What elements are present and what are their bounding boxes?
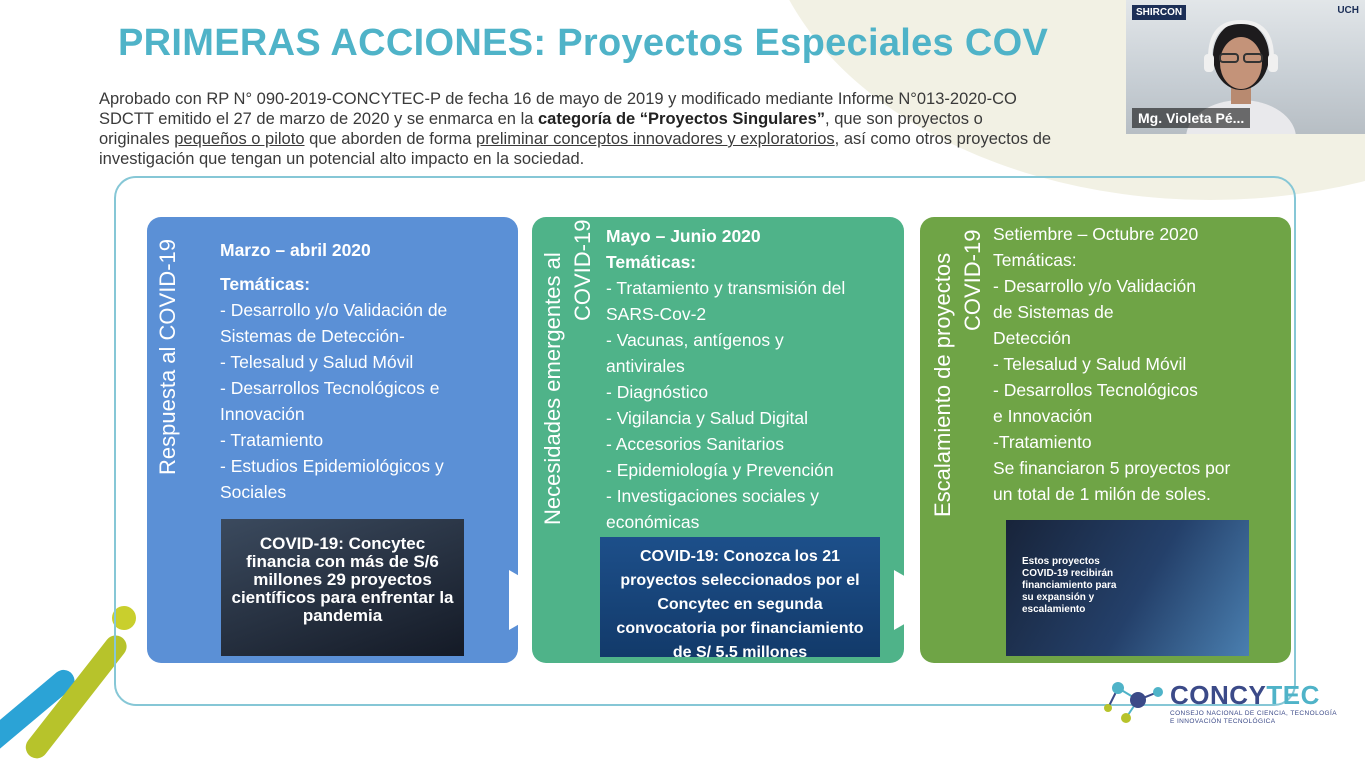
logo-text (1170, 680, 1320, 711)
card1-line: - Estudios Epidemiológicos y (220, 456, 444, 476)
card3-date: Setiembre – Octubre 2020 (993, 224, 1199, 244)
card2-tematicas-label: Temáticas: (606, 252, 697, 272)
intro-text-4: originales (99, 130, 175, 148)
card1-date: Marzo – abril 2020 (220, 240, 371, 260)
card3-line: un total de 1 milón de soles. (993, 484, 1211, 504)
card3-line: de Sistemas de (993, 302, 1114, 322)
card1-body (220, 237, 510, 505)
intro-text-1: Aprobado con RP N° 090-2019-CONCYTEC-P de fecha 16 de mayo de 2019 y modificado mediante Informe N°013-2020-CO (99, 90, 1017, 108)
card2-line: - Tratamiento y transmisión del (606, 278, 846, 298)
card3-vertical-title-2: COVID-19 (960, 229, 985, 331)
intro-text-2: SDCTT emitido el 27 de marzo de 2020 y se enmarca en la (99, 110, 538, 128)
card2-line: antivirales (606, 356, 685, 376)
concytec-logo (1098, 670, 1338, 730)
card3-line: - Desarrollo y/o Validación (993, 276, 1196, 296)
logo-text-b: TEC (1266, 680, 1320, 710)
card2-line: - Epidemiología y Prevención (606, 460, 834, 480)
molecule-icon (1098, 670, 1168, 730)
intro-text-7: investigación que tengan un potencial alto impacto en la sociedad. (99, 150, 585, 168)
video-badge-left: SHIRCON (1132, 5, 1186, 20)
card1-line: - Telesalud y Salud Móvil (220, 352, 414, 372)
card1-line: Sociales (220, 482, 287, 502)
card3-line: -Tratamiento (993, 432, 1092, 452)
intro-text-3: , que son proyectos o (825, 110, 983, 128)
card1-line: - Desarrollo y/o Validación de (220, 300, 448, 320)
card-necesidades (532, 217, 904, 663)
card3-line: Se financiaron 5 proyectos por (993, 458, 1231, 478)
intro-text-6: , así como otros proyectos de (834, 130, 1052, 148)
card2-thumb-text: COVID-19: Conozca los 21 proyectos seleccionados por el Concytec en segunda convocatoria por financiamiento de S/ 5.5 millones (616, 548, 864, 661)
card1-line: - Tratamiento (220, 430, 324, 450)
card2-line: SARS-Cov-2 (606, 304, 707, 324)
card-escalamiento (920, 217, 1291, 663)
card1-thumb-text: COVID-19: Concytec financia con más de S/6 millones 29 proyectos científicos para enfrentar la pandemia (231, 534, 454, 625)
participant-name: Mg. Violeta Pé... (1132, 108, 1250, 128)
card3-vertical-title-1: Escalamiento de proyectos (930, 252, 955, 517)
card3-line: e Innovación (993, 406, 1093, 426)
slide-title: PRIMERAS ACCIONES: Proyectos Especiales COV (118, 22, 1049, 64)
card1-tematicas-label: Temáticas: (220, 274, 311, 294)
card3-line: - Telesalud y Salud Móvil (993, 354, 1187, 374)
intro-underline-1: pequeños o piloto (174, 130, 305, 148)
card2-body (606, 223, 898, 535)
logo-text-a: CONCY (1170, 680, 1267, 710)
card2-vertical-title-2: COVID-19 (570, 219, 595, 321)
card3-body (993, 221, 1285, 507)
card1-line: - Desarrollos Tecnológicos e (220, 378, 440, 398)
card2-line: - Investigaciones sociales y (606, 486, 820, 506)
card1-line: Innovación (220, 404, 305, 424)
card-respuesta (147, 217, 518, 663)
card2-line: - Accesorios Sanitarios (606, 434, 784, 454)
card1-vertical-title: Respuesta al COVID-19 (155, 239, 180, 475)
video-badge-right: UCH (1337, 5, 1359, 16)
intro-underline-2: preliminar conceptos innovadores y exploratorios (476, 130, 835, 148)
intro-text-5: que aborden de forma (304, 130, 477, 148)
card2-line: económicas (606, 512, 700, 532)
card3-line: - Desarrollos Tecnológicos (993, 380, 1198, 400)
card2-vertical-title-1: Necesidades emergentes al (540, 252, 565, 525)
card2-line: - Vigilancia y Salud Digital (606, 408, 809, 428)
card3-news-thumbnail[interactable] (1006, 520, 1249, 656)
card2-line: - Diagnóstico (606, 382, 709, 402)
card2-date: Mayo – Junio 2020 (606, 226, 761, 246)
card3-line: Detección (993, 328, 1071, 348)
participant-video-tile[interactable] (1126, 0, 1365, 134)
logo-tagline: CONSEJO NACIONAL DE CIENCIA, TECNOLOGÍA E INNOVACIÓN TECNOLÓGICA (1170, 710, 1337, 725)
intro-bold: categoría de “Proyectos Singulares” (538, 110, 826, 128)
intro-paragraph (99, 89, 1259, 169)
card2-news-thumbnail[interactable] (600, 537, 880, 661)
card3-tematicas-label: Temáticas: (993, 250, 1077, 270)
card3-thumb-text: Estos proyectos COVID-19 recibirán financiamiento para su expansión y escalamiento (1022, 556, 1117, 615)
card2-line: - Vacunas, antígenos y (606, 330, 784, 350)
card1-line: Sistemas de Detección- (220, 326, 405, 346)
card1-news-thumbnail[interactable] (221, 519, 464, 656)
